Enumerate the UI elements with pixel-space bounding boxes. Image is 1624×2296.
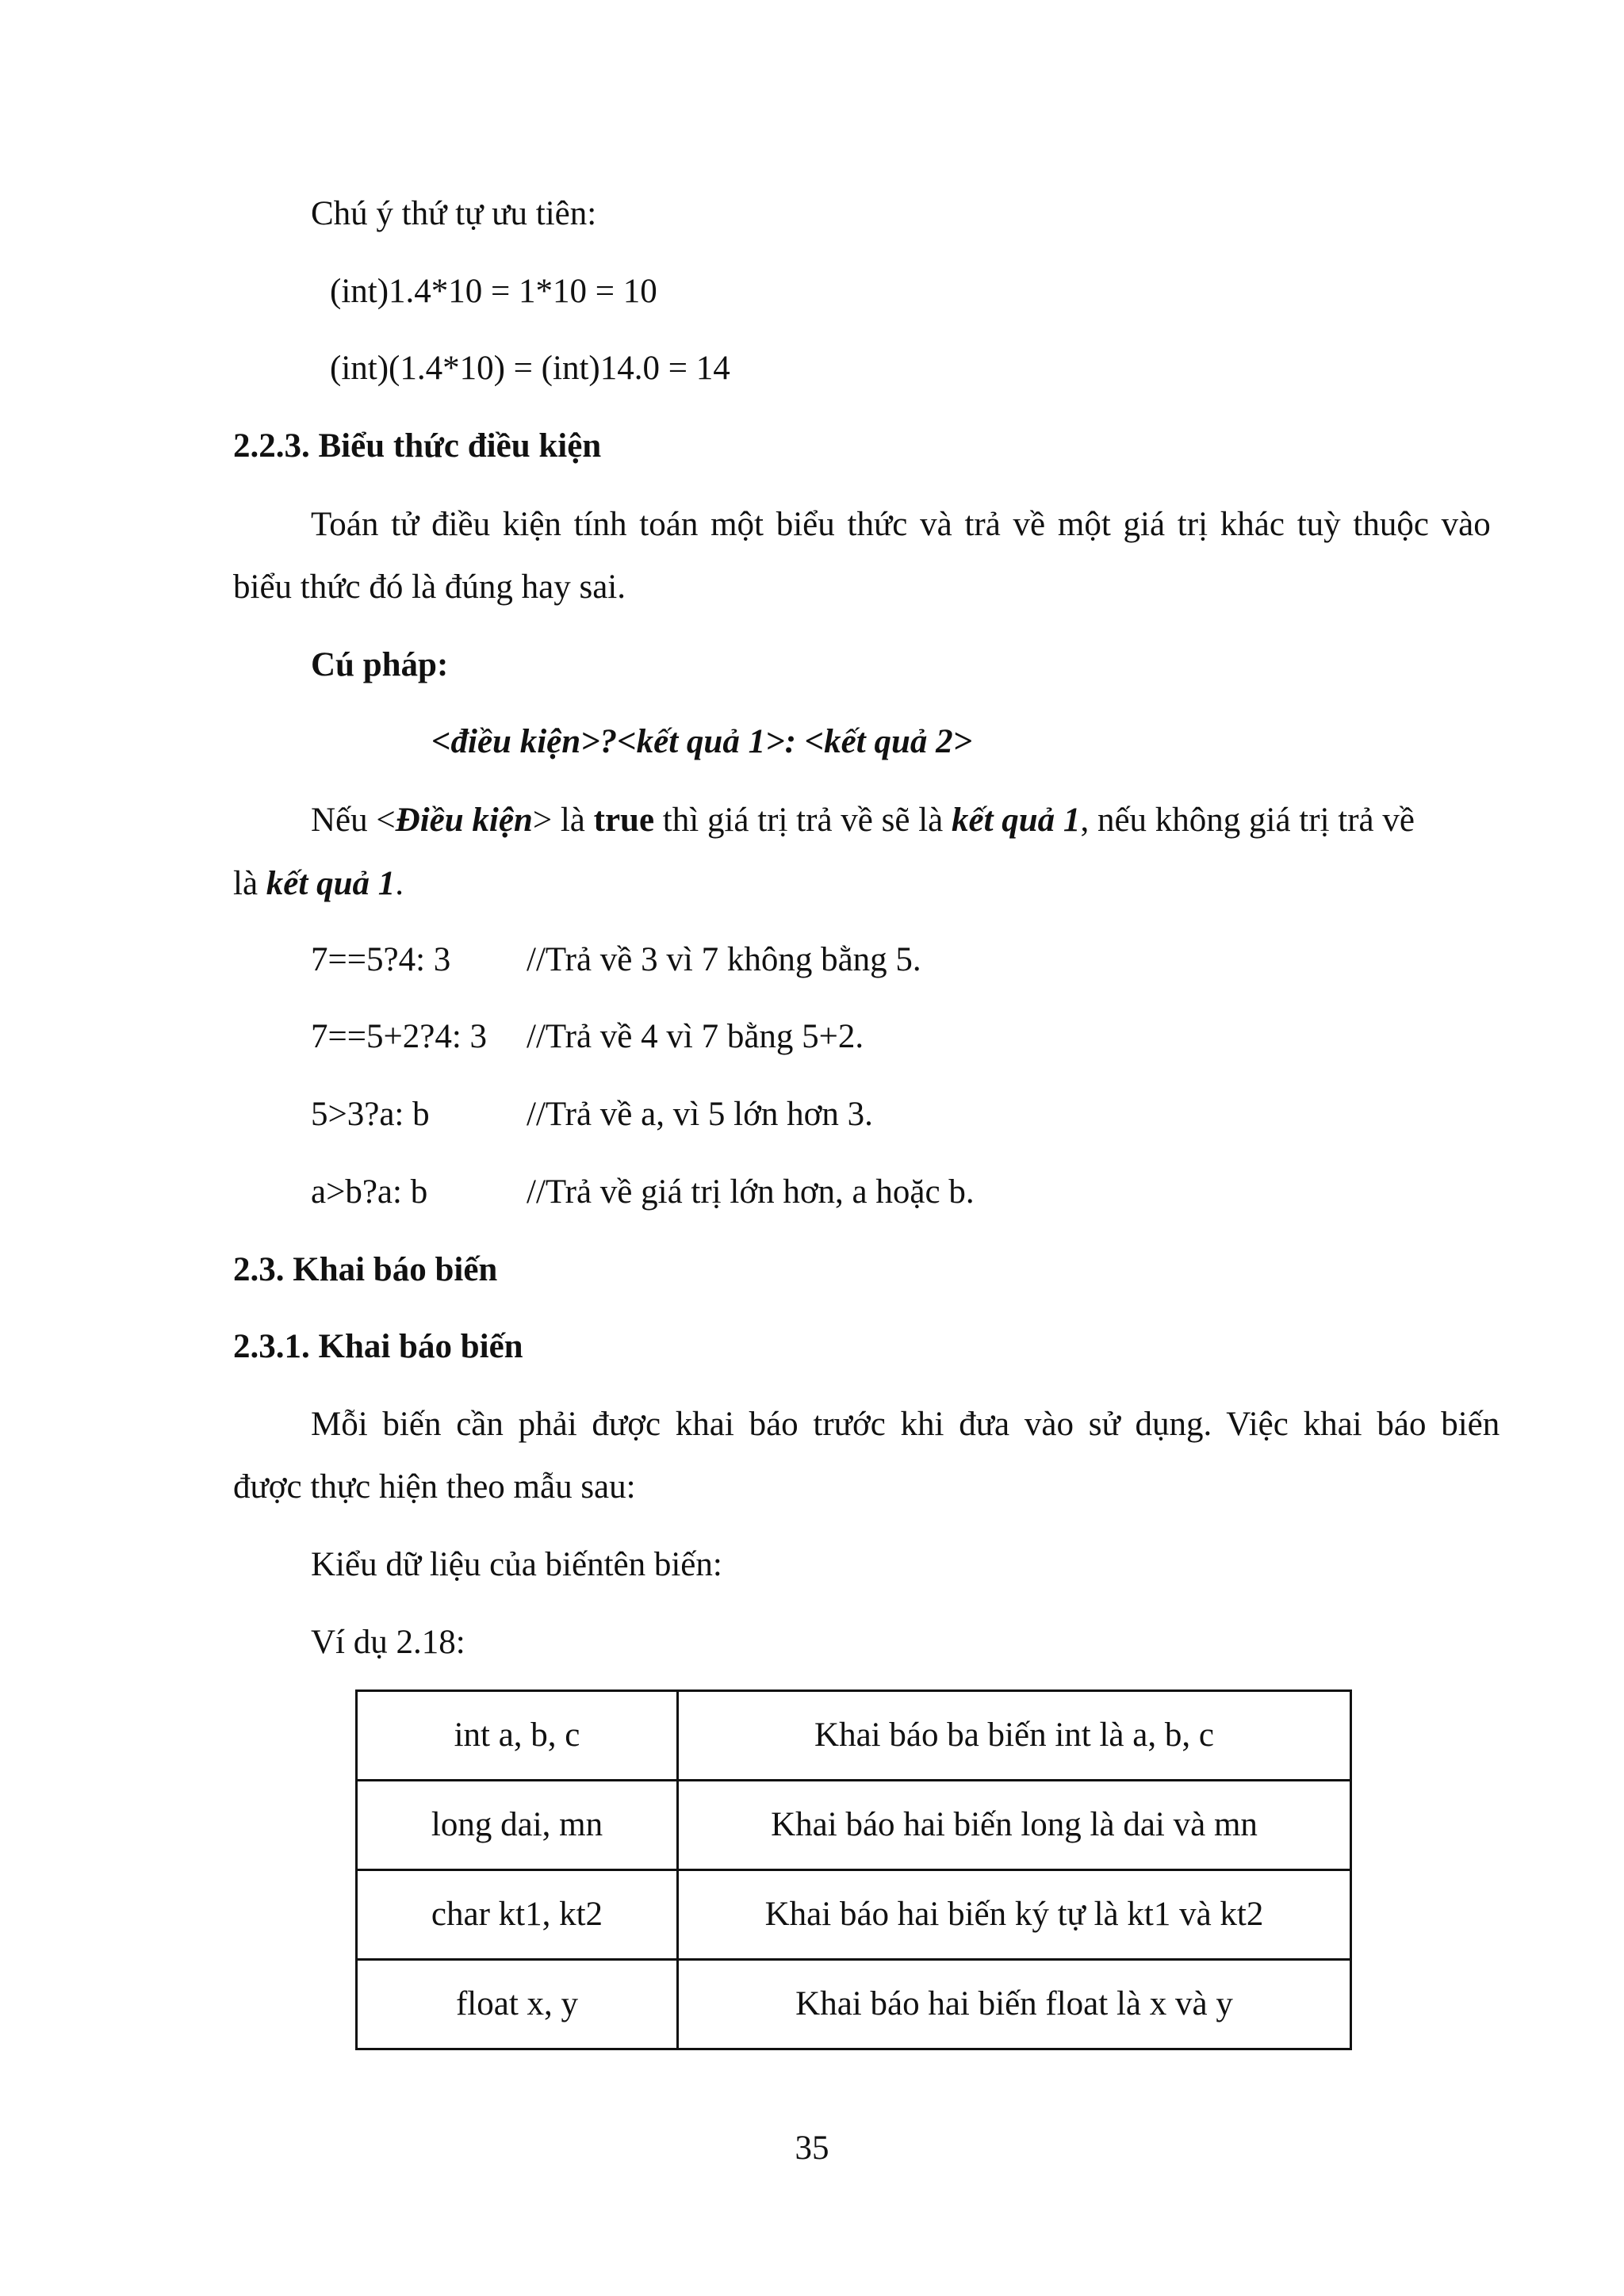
else-text-2: . xyxy=(395,865,404,902)
declaration-table xyxy=(355,1689,1352,2050)
heading-2-2-3: 2.2.3. Biểu thức điều kiện xyxy=(233,427,602,465)
example-comment-4: //Trả về giá trị lớn hơn, a hoặc b. xyxy=(527,1173,975,1211)
table-cell-desc: Khai báo ba biến int là a, b, c xyxy=(678,1691,1351,1781)
page-number: 35 xyxy=(795,2130,829,2167)
heading-2-3: 2.3. Khai báo biến xyxy=(233,1251,498,1288)
if-text-4: , nếu không giá trị trả về xyxy=(1080,802,1415,839)
table-row xyxy=(357,1870,1351,1960)
para-conditional-line-1: Toán tử điều kiện tính toán một biểu thức và trả về một giá trị khác tuỳ thuộc vào xyxy=(311,506,1491,543)
if-text-3: thì giá trị trả về sẽ là xyxy=(654,802,952,839)
example-expr-1: 7==5?4: 3 xyxy=(311,941,451,978)
example-cast-2: (int)(1.4*10) = (int)14.0 = 14 xyxy=(330,350,730,387)
example-comment-1: //Trả về 3 vì 7 không bằng 5. xyxy=(527,941,921,978)
table-row xyxy=(357,1781,1351,1870)
syntax-formula: <điều kiện>?<kết quả 1>: <kết quả 2> xyxy=(431,723,973,760)
table-row xyxy=(357,1691,1351,1781)
example-comment-2: //Trả về 4 vì 7 bằng 5+2. xyxy=(527,1018,864,1055)
para-conditional-line-2: biểu thức đó là đúng hay sai. xyxy=(233,568,626,606)
table-cell-code: long dai, mn xyxy=(357,1781,678,1870)
else-result-term: kết quả 1 xyxy=(266,865,396,902)
if-line xyxy=(311,798,1415,843)
table-cell-code: char kt1, kt2 xyxy=(357,1870,678,1960)
table-cell-code: int a, b, c xyxy=(357,1691,678,1781)
else-line xyxy=(233,862,404,906)
table-cell-desc: Khai báo hai biến long là dai và mn xyxy=(678,1781,1351,1870)
template-line: Kiểu dữ liệu của biếntên biến: xyxy=(311,1546,722,1583)
syntax-label: Cú pháp: xyxy=(311,646,449,683)
if-text-2: > là xyxy=(532,802,594,839)
example-comment-3: //Trả về a, vì 5 lớn hơn 3. xyxy=(527,1096,873,1133)
if-text-1: Nếu < xyxy=(311,802,396,839)
note-priority: Chú ý thứ tự ưu tiên: xyxy=(311,195,597,232)
example-label: Ví dụ 2.18: xyxy=(311,1624,465,1661)
table-cell-code: float x, y xyxy=(357,1960,678,2049)
else-text-1: là xyxy=(233,865,266,902)
table-cell-desc: Khai báo hai biến float là x và y xyxy=(678,1960,1351,2049)
table-cell-desc: Khai báo hai biến ký tự là kt1 và kt2 xyxy=(678,1870,1351,1960)
if-condition-term: Điều kiện xyxy=(395,802,533,839)
example-expr-2: 7==5+2?4: 3 xyxy=(311,1018,488,1055)
example-expr-3: 5>3?a: b xyxy=(311,1096,430,1133)
example-cast-1: (int)1.4*10 = 1*10 = 10 xyxy=(330,273,657,310)
para-decl-line-2: được thực hiện theo mẫu sau: xyxy=(233,1468,636,1506)
heading-2-3-1: 2.3.1. Khai báo biến xyxy=(233,1328,523,1365)
if-result-term: kết quả 1 xyxy=(951,802,1081,839)
para-decl-line-1: Mỗi biến cần phải được khai báo trước khi đưa vào sử dụng. Việc khai báo biến xyxy=(311,1406,1500,1443)
if-true-keyword: true xyxy=(593,802,655,839)
example-expr-4: a>b?a: b xyxy=(311,1173,428,1211)
table-row xyxy=(357,1960,1351,2049)
